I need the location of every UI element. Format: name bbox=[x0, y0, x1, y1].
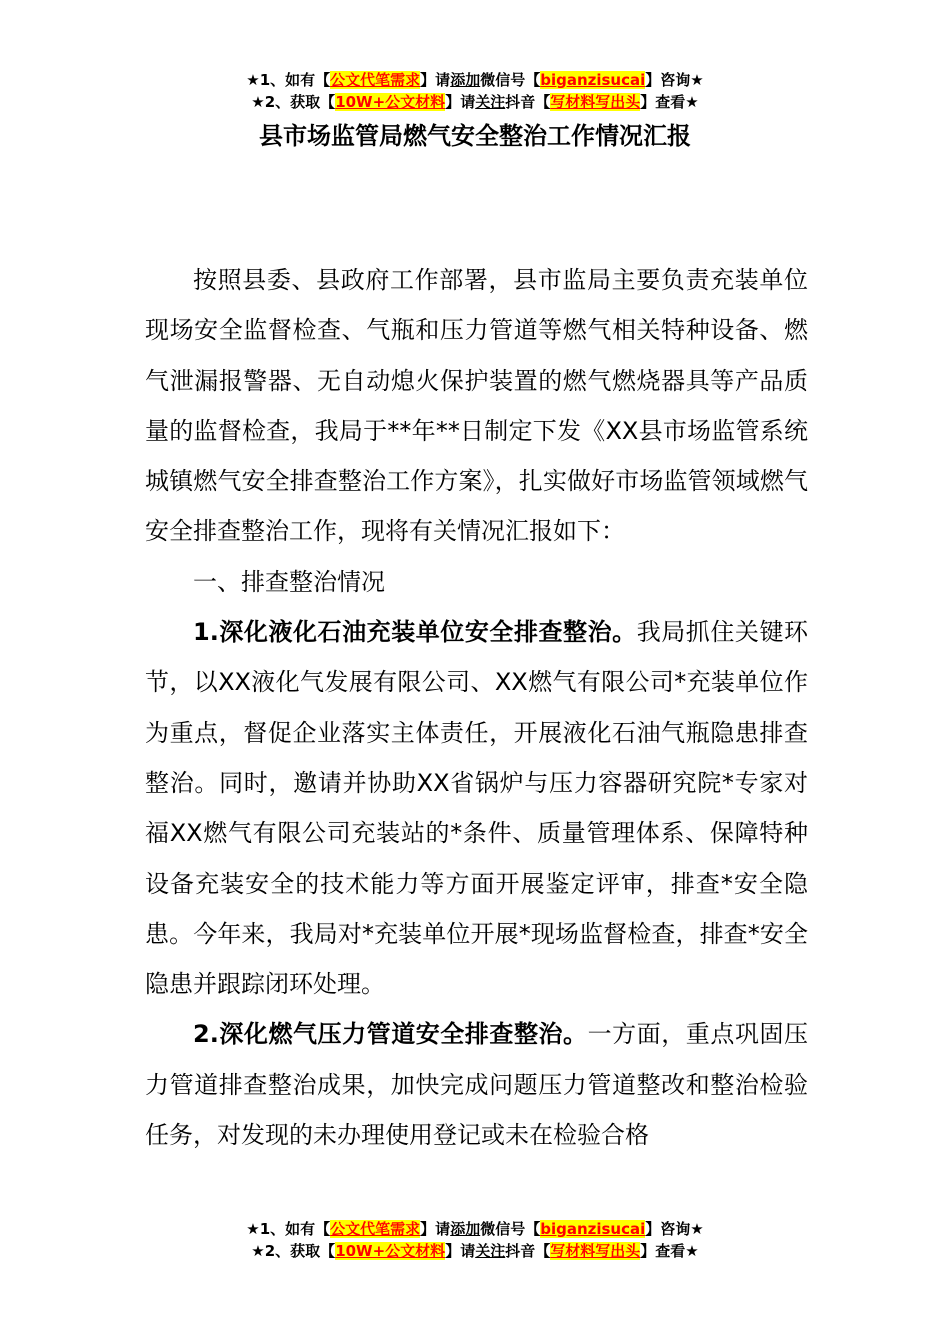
footer-banner bbox=[0, 1218, 950, 1262]
banner-highlight: 写材料写出头 bbox=[550, 1242, 641, 1260]
banner-text: 抖音【 bbox=[505, 1242, 551, 1260]
banner-underlined: 添加 bbox=[450, 71, 481, 89]
header-banner bbox=[0, 69, 950, 113]
paragraph-1-body: 我局抓住关键环节，以XX液化气发展有限公司、XX燃气有限公司*充装单位作为重点，督促企业落实主体责任，开展液化石油气瓶隐患排查整治。同时，邀请并协助XX省锅炉与压力容器研究院*专家对福XX燃气有限公司充装站的*条件、质量管理体系、保障特种设备充装安全的技术能力等方面开展鉴定评审，排查*安全隐患。今年来，我局对*充装单位开展*现场监督检查，排查*安全隐患并跟踪闭环处理。 bbox=[145, 618, 808, 999]
banner-text: 】查看★ bbox=[640, 93, 699, 111]
banner-line-1 bbox=[0, 1218, 950, 1240]
banner-text: 微信号【 bbox=[480, 71, 541, 89]
banner-text: ★2、获取【 bbox=[251, 93, 336, 111]
banner-text: 抖音【 bbox=[505, 93, 551, 111]
banner-text: 】请 bbox=[445, 1242, 476, 1260]
banner-line-2 bbox=[0, 91, 950, 113]
banner-highlight: biganzisucai bbox=[540, 71, 646, 89]
paragraph-1-lead: 1.深化液化石油充装单位安全排查整治。 bbox=[193, 618, 637, 647]
banner-highlight: 写材料写出头 bbox=[550, 93, 641, 111]
banner-text: ★1、如有【 bbox=[246, 1220, 331, 1238]
banner-underlined: 添加 bbox=[450, 1220, 481, 1238]
paragraph-2 bbox=[145, 1009, 808, 1160]
banner-text: 】查看★ bbox=[640, 1242, 699, 1260]
banner-highlight: 10W+公文材料 bbox=[335, 1242, 446, 1260]
banner-text: ★2、获取【 bbox=[251, 1242, 336, 1260]
document-title: 县市场监管局燃气安全整治工作情况汇报 bbox=[259, 122, 691, 150]
banner-line-1 bbox=[0, 69, 950, 91]
banner-text: ★1、如有【 bbox=[246, 71, 331, 89]
banner-text: 】咨询★ bbox=[645, 71, 704, 89]
paragraph-2-body: 一方面，重点巩固压力管道排查整治成果，加快完成问题压力管道整改和整治检验任务，对发现的未办理使用登记或未在检验合格 bbox=[145, 1020, 808, 1150]
section-heading: 一、排查整治情况 bbox=[193, 567, 385, 596]
banner-highlight: 10W+公文材料 bbox=[335, 93, 446, 111]
banner-highlight: 公文代笔需求 bbox=[330, 1220, 421, 1238]
banner-underlined: 关注 bbox=[475, 1242, 506, 1260]
paragraph-1 bbox=[145, 607, 808, 1009]
banner-line-2 bbox=[0, 1240, 950, 1262]
banner-text: 】请 bbox=[445, 93, 476, 111]
banner-text: 微信号【 bbox=[480, 1220, 541, 1238]
document-body bbox=[145, 255, 808, 1160]
banner-highlight: 公文代笔需求 bbox=[330, 71, 421, 89]
banner-underlined: 关注 bbox=[475, 93, 506, 111]
banner-text: 】请 bbox=[420, 71, 451, 89]
banner-text: 】咨询★ bbox=[645, 1220, 704, 1238]
intro-paragraph: 按照县委、县政府工作部署，县市监局主要负责充装单位现场安全监督检查、气瓶和压力管道等燃气相关特种设备、燃气泄漏报警器、无自动熄火保护装置的燃气燃烧器具等产品质量的监督检查，我局于**年**日制定下发《XX县市场监管系统城镇燃气安全排查整治工作方案》，扎实做好市场监管领域燃气安全排查整治工作，现将有关情况汇报如下： bbox=[145, 266, 808, 546]
banner-highlight: biganzisucai bbox=[540, 1220, 646, 1238]
paragraph-2-lead: 2.深化燃气压力管道安全排查整治。 bbox=[193, 1020, 588, 1049]
banner-text: 】请 bbox=[420, 1220, 451, 1238]
